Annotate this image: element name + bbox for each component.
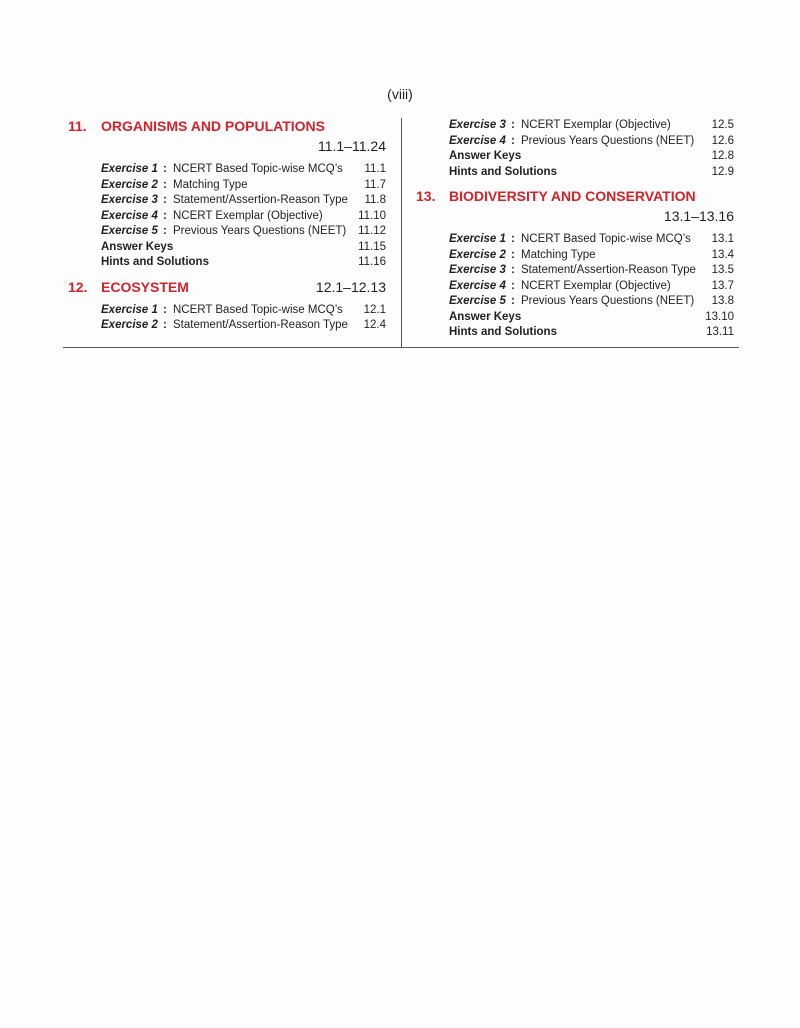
exercise-colon: :	[511, 134, 515, 147]
exercise-title: Matching Type	[521, 248, 596, 261]
chapter-11	[68, 118, 386, 271]
column-divider	[401, 118, 402, 347]
chapter-number: 11.	[68, 118, 87, 134]
exercise-label: Exercise 1	[101, 303, 158, 316]
page-ref: 12.8	[711, 150, 734, 162]
page-ref: 11.1	[364, 163, 386, 175]
exercise-title: Statement/Assertion-Reason Type	[173, 319, 348, 331]
exercise-title: NCERT Exemplar (Objective)	[521, 279, 671, 292]
hints-solutions-label: Hints and Solutions	[101, 256, 209, 268]
exercise-label: Exercise 3	[449, 264, 506, 276]
exercise-label: Exercise 4	[449, 279, 506, 292]
exercise-label: Exercise 4	[101, 209, 158, 222]
exercise-title: Previous Years Questions (NEET)	[173, 225, 347, 237]
toc-entry[interactable]	[449, 310, 734, 326]
page-number: (viii)	[387, 86, 413, 102]
exercise-title: Matching Type	[173, 178, 248, 191]
toc-entry[interactable]	[101, 193, 386, 209]
toc-entry[interactable]	[449, 248, 734, 264]
exercise-colon: :	[163, 194, 167, 206]
page-ref: 12.9	[711, 165, 734, 178]
toc-entry[interactable]	[449, 325, 734, 341]
exercise-title: NCERT Based Topic-wise MCQ’s	[173, 163, 343, 175]
exercise-title: Previous Years Questions (NEET)	[521, 134, 695, 147]
toc-entry[interactable]	[101, 162, 386, 178]
page-ref: 12.5	[711, 119, 734, 131]
exercise-title: NCERT Based Topic-wise MCQ’s	[173, 303, 343, 316]
continued-entries	[416, 118, 734, 180]
toc-entry[interactable]	[449, 165, 734, 181]
chapter-heading	[416, 188, 734, 206]
exercise-colon: :	[511, 248, 515, 261]
exercise-colon: :	[511, 279, 515, 292]
toc-entry[interactable]	[101, 209, 386, 225]
chapter-page-range: 11.1–11.24	[318, 138, 386, 154]
toc-entry[interactable]	[449, 263, 734, 279]
chapter-title[interactable]: ORGANISMS AND POPULATIONS	[101, 118, 326, 134]
exercise-title: NCERT Exemplar (Objective)	[521, 119, 671, 131]
toc-entry[interactable]	[449, 232, 734, 248]
exercise-colon: :	[163, 178, 167, 191]
chapter-entries	[68, 162, 386, 271]
exercise-colon: :	[511, 119, 515, 131]
toc-entry[interactable]	[101, 178, 386, 194]
toc-entry[interactable]	[101, 303, 386, 319]
chapter-heading	[68, 118, 386, 136]
bottom-rule	[63, 347, 739, 348]
page-ref: 11.8	[364, 194, 386, 206]
page-ref: 12.6	[711, 134, 734, 147]
exercise-colon: :	[511, 295, 515, 307]
toc-entry[interactable]	[101, 224, 386, 240]
page-ref: 11.7	[364, 178, 386, 191]
exercise-colon: :	[163, 303, 167, 316]
exercise-label: Exercise 4	[449, 134, 506, 147]
chapter-page-range: 12.1–12.13	[315, 278, 386, 295]
page-ref: 13.7	[711, 279, 734, 292]
exercise-colon: :	[163, 225, 167, 237]
exercise-title: Statement/Assertion-Reason Type	[521, 264, 696, 276]
exercise-title: NCERT Based Topic-wise MCQ’s	[521, 233, 691, 245]
toc-entry[interactable]	[449, 279, 734, 295]
chapter-number: 13.	[416, 188, 436, 204]
hints-solutions-label: Hints and Solutions	[449, 326, 557, 338]
exercise-label: Exercise 3	[101, 194, 158, 206]
answer-keys-label: Answer Keys	[101, 240, 174, 253]
chapter-13	[416, 188, 734, 341]
exercise-label: Exercise 2	[101, 319, 158, 331]
page-ref: 13.11	[706, 326, 734, 338]
page-ref: 13.10	[705, 310, 734, 323]
chapter-entries	[416, 232, 734, 341]
exercise-label: Exercise 1	[449, 233, 506, 245]
page-ref: 13.5	[711, 264, 734, 276]
chapter-title[interactable]: ECOSYSTEM	[101, 278, 189, 295]
exercise-label: Exercise 3	[449, 119, 506, 131]
hints-solutions-label: Hints and Solutions	[449, 165, 557, 178]
answer-keys-label: Answer Keys	[449, 150, 522, 162]
toc-entry[interactable]	[449, 294, 734, 310]
page-ref: 13.4	[711, 248, 734, 261]
exercise-colon: :	[511, 233, 515, 245]
chapter-number: 12.	[68, 278, 88, 295]
exercise-colon: :	[163, 209, 167, 222]
exercise-colon: :	[163, 319, 167, 331]
toc-entry[interactable]	[101, 255, 386, 271]
exercise-label: Exercise 2	[101, 178, 158, 191]
chapter-page-range: 13.1–13.16	[663, 208, 734, 224]
toc-entry[interactable]	[449, 149, 734, 165]
page-ref: 11.12	[358, 225, 386, 237]
page-ref: 12.4	[363, 319, 386, 331]
exercise-label: Exercise 2	[449, 248, 506, 261]
exercise-title: Previous Years Questions (NEET)	[521, 295, 695, 307]
toc-entry[interactable]	[101, 318, 386, 334]
toc-entry[interactable]	[449, 118, 734, 134]
chapter-12	[68, 279, 386, 334]
exercise-label: Exercise 1	[101, 163, 158, 175]
chapter-title[interactable]: BIODIVERSITY AND CONSERVATION	[449, 188, 696, 204]
exercise-title: Statement/Assertion-Reason Type	[173, 194, 348, 206]
chapter-heading	[68, 279, 386, 297]
page-ref: 11.15	[358, 240, 386, 253]
toc-entry[interactable]	[449, 134, 734, 150]
page-ref: 12.1	[363, 303, 386, 316]
page-ref: 13.8	[711, 295, 734, 307]
page-ref: 13.1	[711, 233, 734, 245]
chapter-entries	[68, 303, 386, 334]
exercise-colon: :	[511, 264, 515, 276]
exercise-label: Exercise 5	[449, 295, 506, 307]
exercise-label: Exercise 5	[101, 225, 158, 237]
toc-right-column	[416, 118, 734, 341]
exercise-colon: :	[163, 163, 167, 175]
exercise-title: NCERT Exemplar (Objective)	[173, 209, 323, 222]
toc-entry[interactable]	[101, 240, 386, 256]
answer-keys-label: Answer Keys	[449, 310, 522, 323]
page-ref: 11.16	[358, 256, 386, 268]
toc-left-column	[68, 118, 386, 334]
page-ref: 11.10	[358, 209, 386, 222]
